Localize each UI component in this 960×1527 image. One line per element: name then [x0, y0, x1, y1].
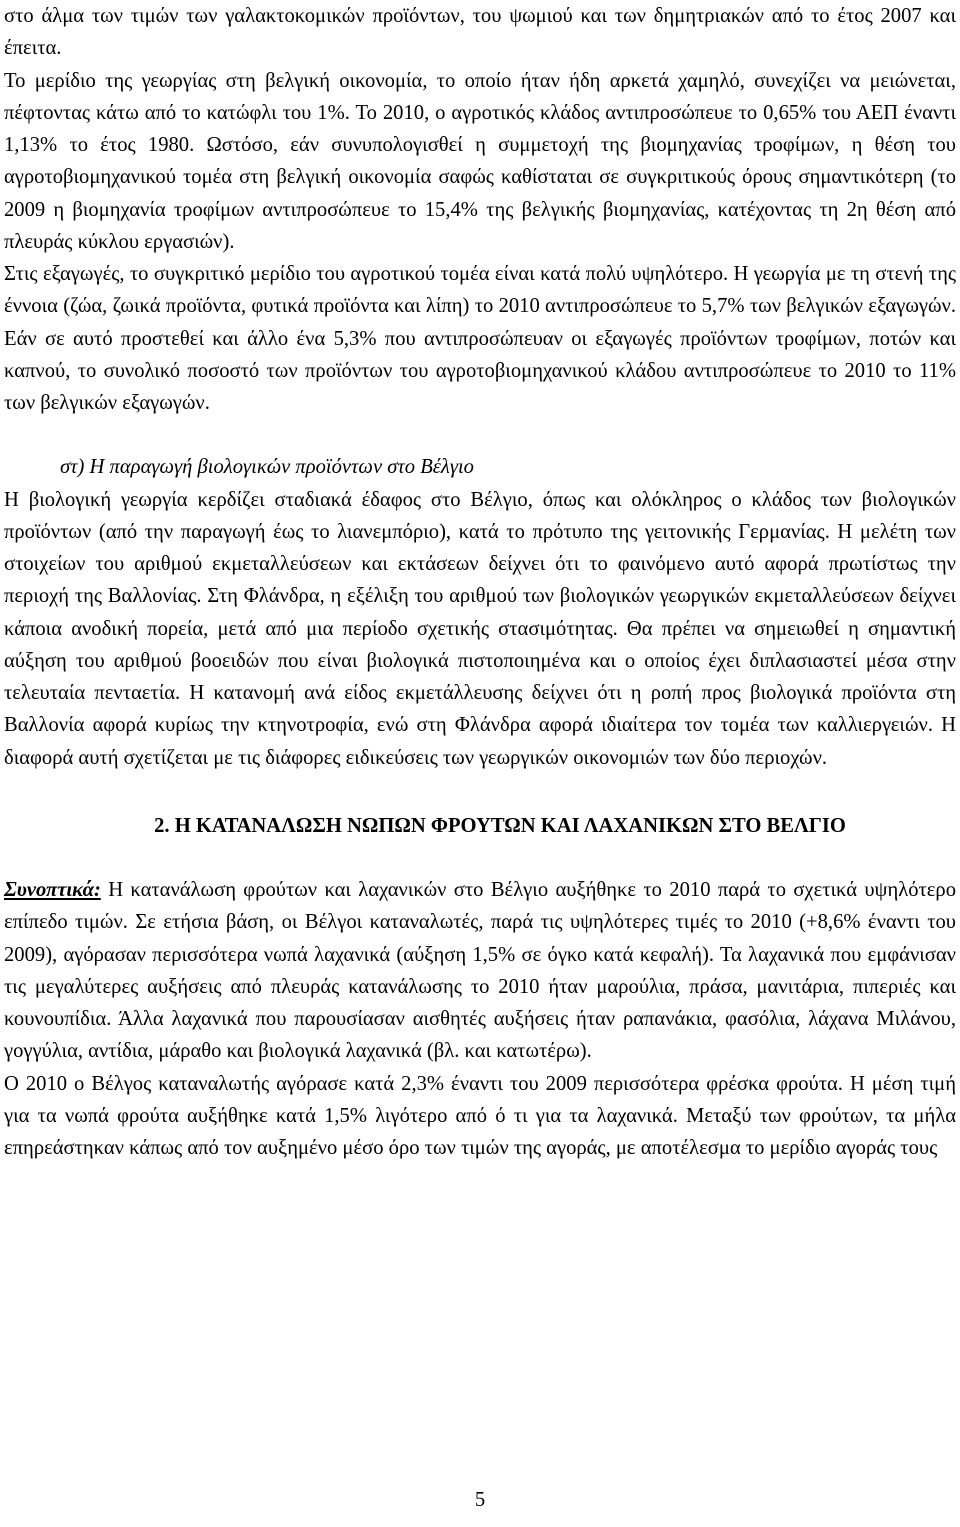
body-paragraph: Η βιολογική γεωργία κερδίζει σταδιακά έδαφος στο Βέλγιο, όπως και ολόκληρος ο κλάδος των βιολογικών προϊόντων (από την παραγωγή έως το λιανεμπόριο), κατά το πρότυπο της γειτονικής Γερμανίας. Η μελέτη των στοιχείων του αριθμού εκμεταλλεύσεων και εκτάσεων δείχνει ότι το φαινόμενο αυτό αφορά πρωτίστως την περιοχή της Βαλλονίας. Στη Φλάνδρα, η εξέλιξη του αριθμού των βιολογικών γεωργικών εκμεταλλεύσεων δείχνει κάποια ανοδική πορεία, μετά από μια περίοδο σχετικής στασιμότητας. Θα πρέπει να σημειωθεί η σημαντική αύξηση του αριθμού βοοειδών που είναι βιολογικά πιστοποιημένα και ο οποίος έχει διπλασιαστεί μέσα στην τελευταία πενταετία. Η κατανομή ανά είδος εκμετάλλευσης δείχνει ότι η ροπή προς βιολογικά προϊόντα στη Βαλλονία αφορά κυρίως την κτηνοτροφία, ενώ στη Φλάνδρα αφορά ιδιαίτερα τον τομέα των καλλιεργειών. Η διαφορά αυτή σχετίζεται με τις διάφορες ειδικεύσεις των γεωργικών οικονομιών των δύο περιοχών. — [4, 488, 956, 769]
summary-paragraph — [4, 874, 956, 1068]
body-paragraph: στο άλμα των τιμών των γαλακτοκομικών προϊόντων, του ψωμιού και των δημητριακών από το έτος 2007 και έπειτα. — [4, 5, 956, 60]
summary-text: Η κατανάλωση φρούτων και λαχανικών στο Βέλγιο αυξήθηκε το 2010 παρά το σχετικά υψηλότερο επίπεδο τιμών. Σε ετήσια βάση, οι Βέλγοι καταναλωτές, παρά τις υψηλότερες τιμές το 2010 (+8,6% έναντι του 2009), αγόρασαν περισσότερα νωπά λαχανικά (αύξηση 1,5% σε όγκο κατά κεφαλή). Τα λαχανικά που εμφάνισαν τις μεγαλύτερες αυξήσεις από πλευράς κατανάλωσης το 2010 ήταν μαρούλια, πράσα, μανιτάρια, πιπεριές και κουνουπίδια. Άλλα λαχανικά που παρουσίασαν αισθητές αυξήσεις ήταν ραπανάκια, φασόλια, λάχανα Μιλάνου, γογγύλια, αντίδια, μάραθο και βιολογικά λαχανικά (βλ. και κατωτέρω). — [4, 879, 956, 1063]
body-paragraph: Στις εξαγωγές, το συγκριτικό μερίδιο του αγροτικού τομέα είναι κατά πολύ υψηλότερο. Η γεωργία με τη στενή της έννοια (ζώα, ζωικά προϊόντα, φυτικά προϊόντα και λίπη) το 2010 αντιπροσώπευε το 5,7% των βελγικών εξαγωγών. Εάν σε αυτό προστεθεί και άλλο ένα 5,3% που αντιπροσώπευαν οι εξαγωγές προϊόντων τροφίμων, ποτών και καπνού, το συνολικό ποσοστό των προϊόντων του αγροτοβιομηχανικού κλάδου αντιπροσώπευε το 2010 το 11% των βελγικών εξαγωγών. — [4, 263, 956, 414]
subsection-title: στ) Η παραγωγή βιολογικών προϊόντων στο Βέλγιο — [60, 456, 474, 479]
paragraph-spacer — [4, 842, 956, 874]
paragraph-spacer — [4, 774, 956, 810]
body-paragraph: Το μερίδιο της γεωργίας στη βελγική οικονομία, το οποίο ήταν ήδη αρκετά χαμηλό, συνεχίζει να μειώνεται, πέφτοντας κάτω από το κατώφλι του 1%. Το 2010, ο αγροτικός κλάδος αντιπροσώπευε το 0,65% του ΑΕΠ έναντι 1,13% το έτος 1980. Ωστόσο, εάν συνυπολογισθεί η συμμετοχή της βιομηχανίας τροφίμων, η θέση του αγροτοβιομηχανικού τομέα στη βελγική οικονομία σαφώς καθίσταται σε συγκριτικούς όρους σημαντικότερη (το 2009 η βιομηχανία τροφίμων αντιπροσώπευε το 15,4% της βελγικής βιομηχανίας, κατέχοντας τη 2η θέση από πλευράς κύκλου εργασιών). — [4, 69, 956, 253]
paragraph-spacer — [4, 419, 956, 451]
document-page — [4, 0, 956, 1164]
page-number: 5 — [474, 1489, 486, 1511]
summary-label: Συνοπτικά: — [4, 879, 101, 901]
section-heading: 2. Η ΚΑΤΑΝΑΛΩΣΗ ΝΩΠΩΝ ΦΡΟΥΤΩΝ ΚΑΙ ΛΑΧΑΝΙΚΩΝ ΣΤΟ ΒΕΛΓΙΟ — [154, 814, 846, 837]
body-paragraph: Ο 2010 ο Βέλγος καταναλωτής αγόρασε κατά 2,3% έναντι του 2009 περισσότερα φρέσκα φρούτα. Η μέση τιμή για τα νωπά φρούτα αυξήθηκε κατά 1,5% λιγότερο από ό τι για τα λαχανικά. Μεταξύ των φρούτων, τα μήλα επηρεάστηκαν κάπως από τον αυξημένο μέσο όρο των τιμών της αγοράς, με αποτέλεσμα το μερίδιο αγοράς τους — [4, 1072, 956, 1159]
